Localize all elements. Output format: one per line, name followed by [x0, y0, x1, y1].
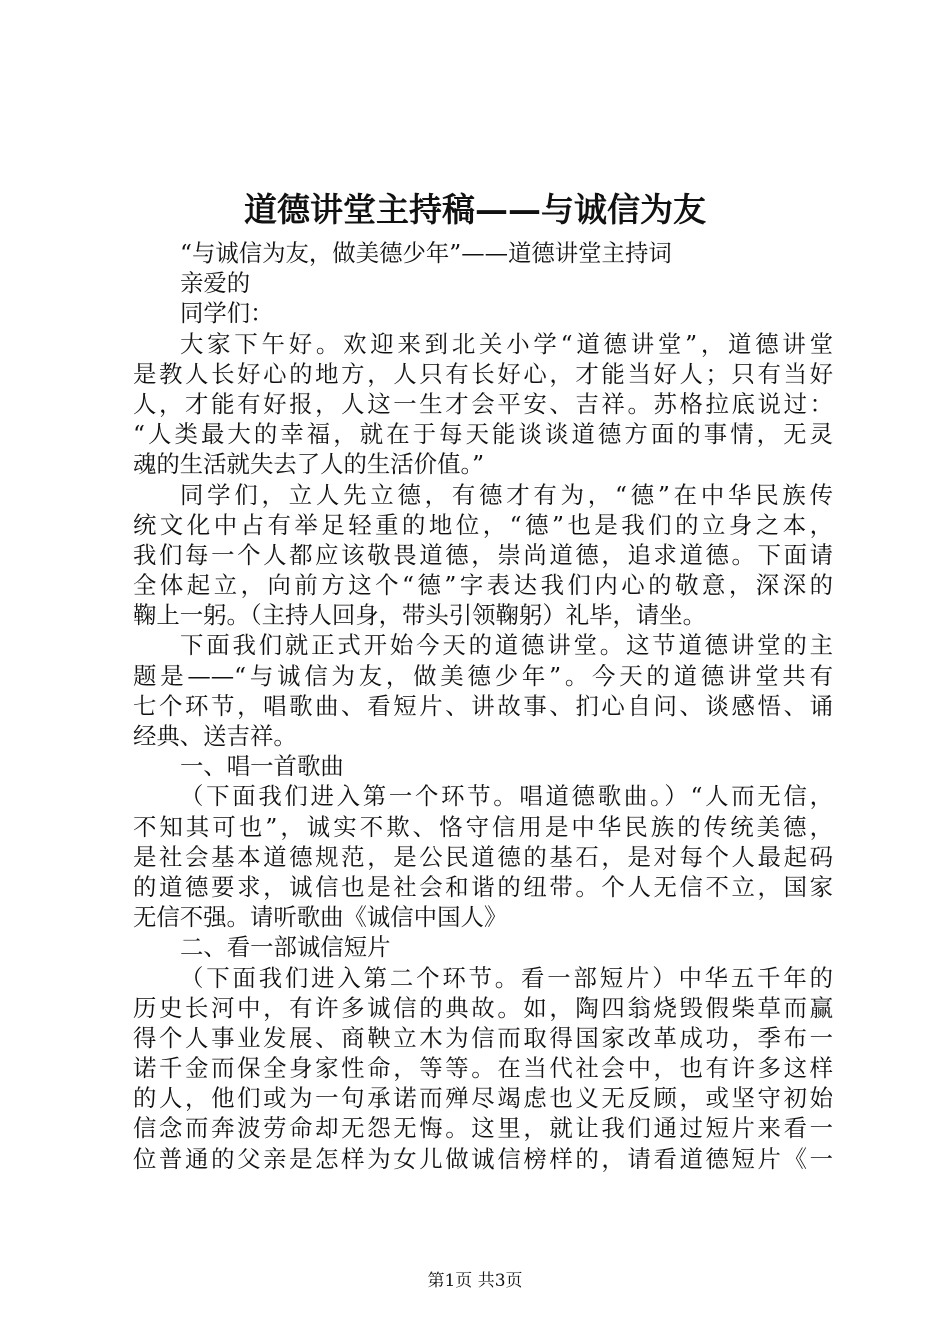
paragraph-line: 下面我们就正式开始今天的道德讲堂。这节道德讲堂的主	[180, 631, 833, 660]
paragraph-line: 位普通的父亲是怎样为女儿做诚信榜样的，请看道德短片《一	[133, 1144, 833, 1173]
subtitle-line: “与诚信为友，做美德少年”——道德讲堂主持词	[180, 239, 672, 267]
paragraph-line: 全体起立，向前方这个“德”字表达我们内心的敬意，深深的	[133, 571, 833, 600]
paragraph-line: 是教人长好心的地方，人只有长好心，才能当好人；只有当好	[133, 359, 833, 388]
paragraph-line: 的道德要求，诚信也是社会和谐的纽带。个人无信不立，国家	[133, 872, 833, 901]
paragraph-line: 的人，他们或为一句承诺而殚尽竭虑也义无反顾，或坚守初始	[133, 1084, 833, 1113]
paragraph-line: （下面我们进入第一个环节。唱道德歌曲。）“人而无信，	[180, 782, 833, 811]
salutation-line: 同学们：	[180, 299, 274, 328]
paragraph-line: 题是——“与诚信为友，做美德少年”。今天的道德讲堂共有	[133, 661, 833, 690]
section-heading: 一、唱一首歌曲	[180, 752, 344, 781]
page-number-footer: 第1页 共3页	[427, 1271, 523, 1291]
paragraph-line: 我们每一个人都应该敬畏道德，崇尚道德，追求道德。下面请	[133, 540, 833, 569]
paragraph-line: 统文化中占有举足轻重的地位，“德”也是我们的立身之本，	[133, 510, 833, 539]
paragraph-line: 同学们，立人先立德，有德才有为，“德”在中华民族传	[180, 480, 833, 509]
paragraph-line: 诺千金而保全身家性命，等等。在当代社会中，也有许多这样	[133, 1054, 833, 1083]
paragraph-line: 不知其可也”，诚实不欺、恪守信用是中华民族的传统美德，	[133, 812, 833, 841]
paragraph-line: 无信不强。请听歌曲《诚信中国人》	[133, 903, 508, 932]
paragraph-line: （下面我们进入第二个环节。看一部短片）中华五千年的	[180, 963, 833, 992]
paragraph-line: 人，才能有好报，人这一生才会平安、吉祥。苏格拉底说过：	[133, 389, 833, 418]
paragraph-line: 七个环节，唱歌曲、看短片、讲故事、扪心自问、谈感悟、诵	[133, 691, 833, 720]
document-body	[133, 238, 833, 1174]
document-title: 道德讲堂主持稿——与诚信为友	[244, 190, 706, 229]
paragraph-line: 经典、送吉祥。	[133, 722, 297, 750]
paragraph-line: 得个人事业发展、商鞅立木为信而取得国家改革成功，季布一	[133, 1023, 833, 1052]
paragraph-line: 鞠上一躬。（主持人回身，带头引领鞠躬）礼毕，请坐。	[133, 601, 707, 630]
section-heading: 二、看一部诚信短片	[180, 933, 391, 962]
paragraph-line: 魂的生活就失去了人的生活价值。”	[133, 450, 485, 479]
paragraph-line: 历史长河中，有许多诚信的典故。如，陶四翁烧毁假柴草而赢	[133, 993, 833, 1022]
paragraph-line: 大家下午好。欢迎来到北关小学“道德讲堂”，道德讲堂	[180, 329, 833, 358]
paragraph-line: 信念而奔波劳命却无怨无悔。这里，就让我们通过短片来看一	[133, 1114, 833, 1143]
paragraph-line: 是社会基本道德规范，是公民道德的基石，是对每个人最起码	[133, 842, 833, 871]
paragraph-line: “人类最大的幸福，就在于每天能谈谈道德方面的事情，无灵	[133, 420, 833, 449]
salutation-line: 亲爱的	[180, 269, 251, 298]
